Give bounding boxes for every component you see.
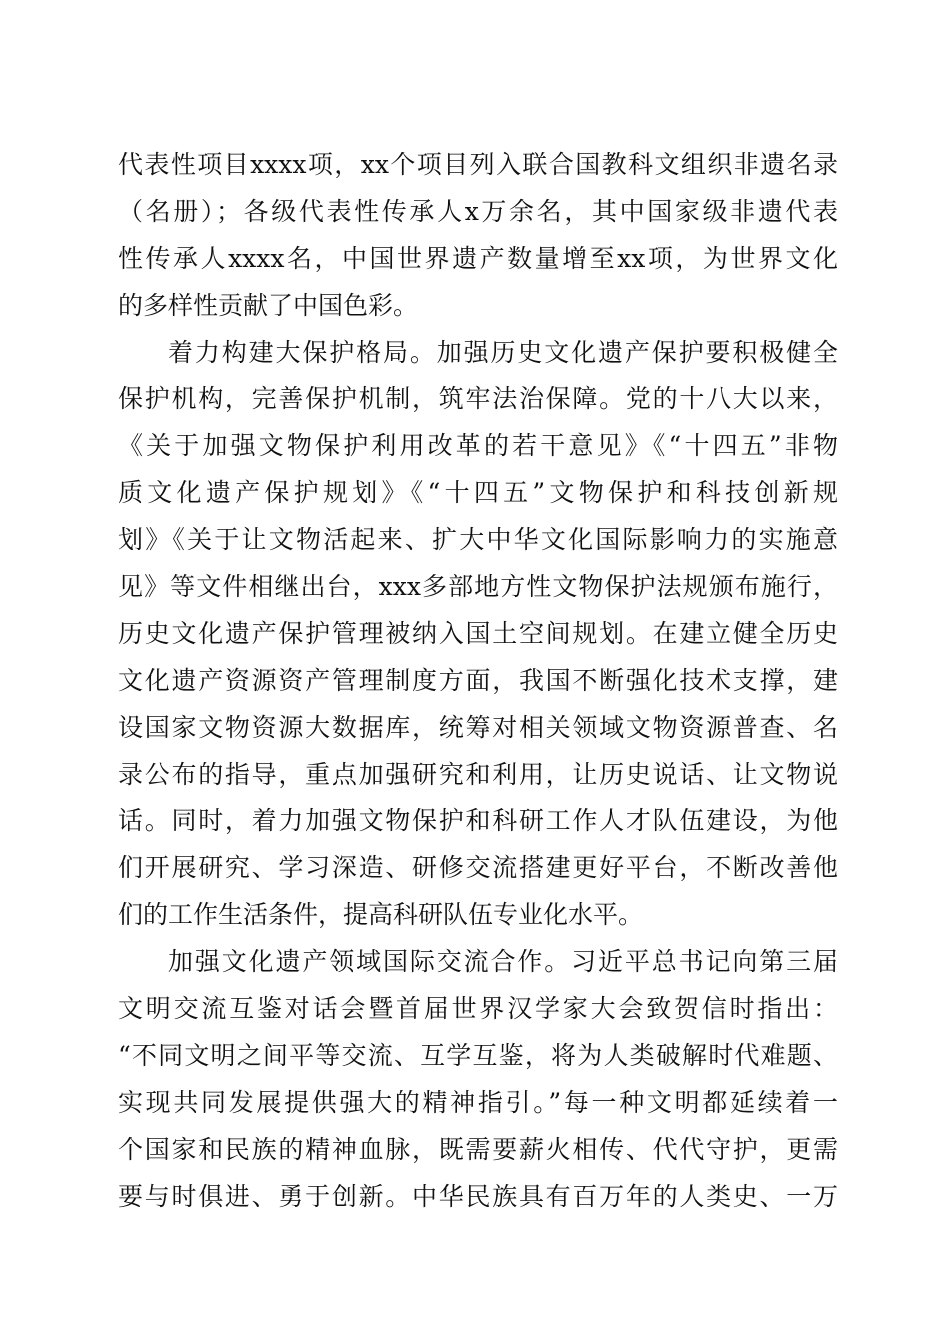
text-line: （名册）；各级代表性传承人x万余名，其中国家级非遗代表 — [118, 196, 838, 226]
text-line: 个国家和民族的精神血脉，既需要薪火相传、代代守护，更需 — [118, 1134, 838, 1164]
paragraph — [118, 142, 838, 330]
text-line: 话。同时，着力加强文物保护和科研工作人才队伍建设，为他 — [118, 806, 838, 836]
text-line: 着力构建大保护格局。加强历史文化遗产保护要积极健全 — [168, 337, 838, 367]
text-line: 性传承人xxxx名，中国世界遗产数量增至xx项，为世界文化 — [118, 243, 838, 273]
text-line: 质文化遗产保护规划》《“十四五”文物保护和科技创新规 — [118, 478, 838, 508]
text-line: 录公布的指导，重点加强研究和利用，让历史说话、让文物说 — [118, 759, 838, 789]
text-line: 见》等文件相继出台，xxx多部地方性文物保护法规颁布施行， — [118, 572, 838, 602]
text-line: 保护机构，完善保护机制，筑牢法治保障。党的十八大以来， — [118, 384, 838, 414]
text-line: 文化遗产资源资产管理制度方面，我国不断强化技术支撑，建 — [118, 665, 838, 695]
paragraph — [118, 330, 838, 940]
text-line: 文明交流互鉴对话会暨首届世界汉学家大会致贺信时指出： — [118, 994, 838, 1024]
text-line: “不同文明之间平等交流、互学互鉴，将为人类破解时代难题、 — [118, 1040, 838, 1070]
text-line: 们的工作生活条件，提高科研队伍专业化水平。 — [118, 900, 644, 930]
text-line: 的多样性贡献了中国色彩。 — [118, 290, 419, 320]
text-line: 们开展研究、学习深造、研修交流搭建更好平台，不断改善他 — [118, 853, 838, 883]
text-line: 实现共同发展提供强大的精神指引。”每一种文明都延续着一 — [118, 1087, 838, 1117]
text-line: 划》《关于让文物活起来、扩大中华文化国际影响力的实施意 — [118, 525, 838, 555]
text-line: 设国家文物资源大数据库，统筹对相关领域文物资源普查、名 — [118, 712, 838, 742]
text-line: 代表性项目xxxx项，xx个项目列入联合国教科文组织非遗名录 — [118, 150, 838, 179]
text-line: 历史文化遗产保护管理被纳入国土空间规划。在建立健全历史 — [118, 618, 838, 648]
document-body — [118, 142, 838, 1220]
text-line: 加强文化遗产领域国际交流合作。习近平总书记向第三届 — [168, 947, 838, 977]
text-line: 《关于加强文物保护利用改革的若干意见》《“十四五”非物 — [118, 431, 838, 461]
text-line: 要与时俱进、勇于创新。中华民族具有百万年的人类史、一万 — [118, 1181, 838, 1211]
paragraph — [118, 939, 838, 1220]
